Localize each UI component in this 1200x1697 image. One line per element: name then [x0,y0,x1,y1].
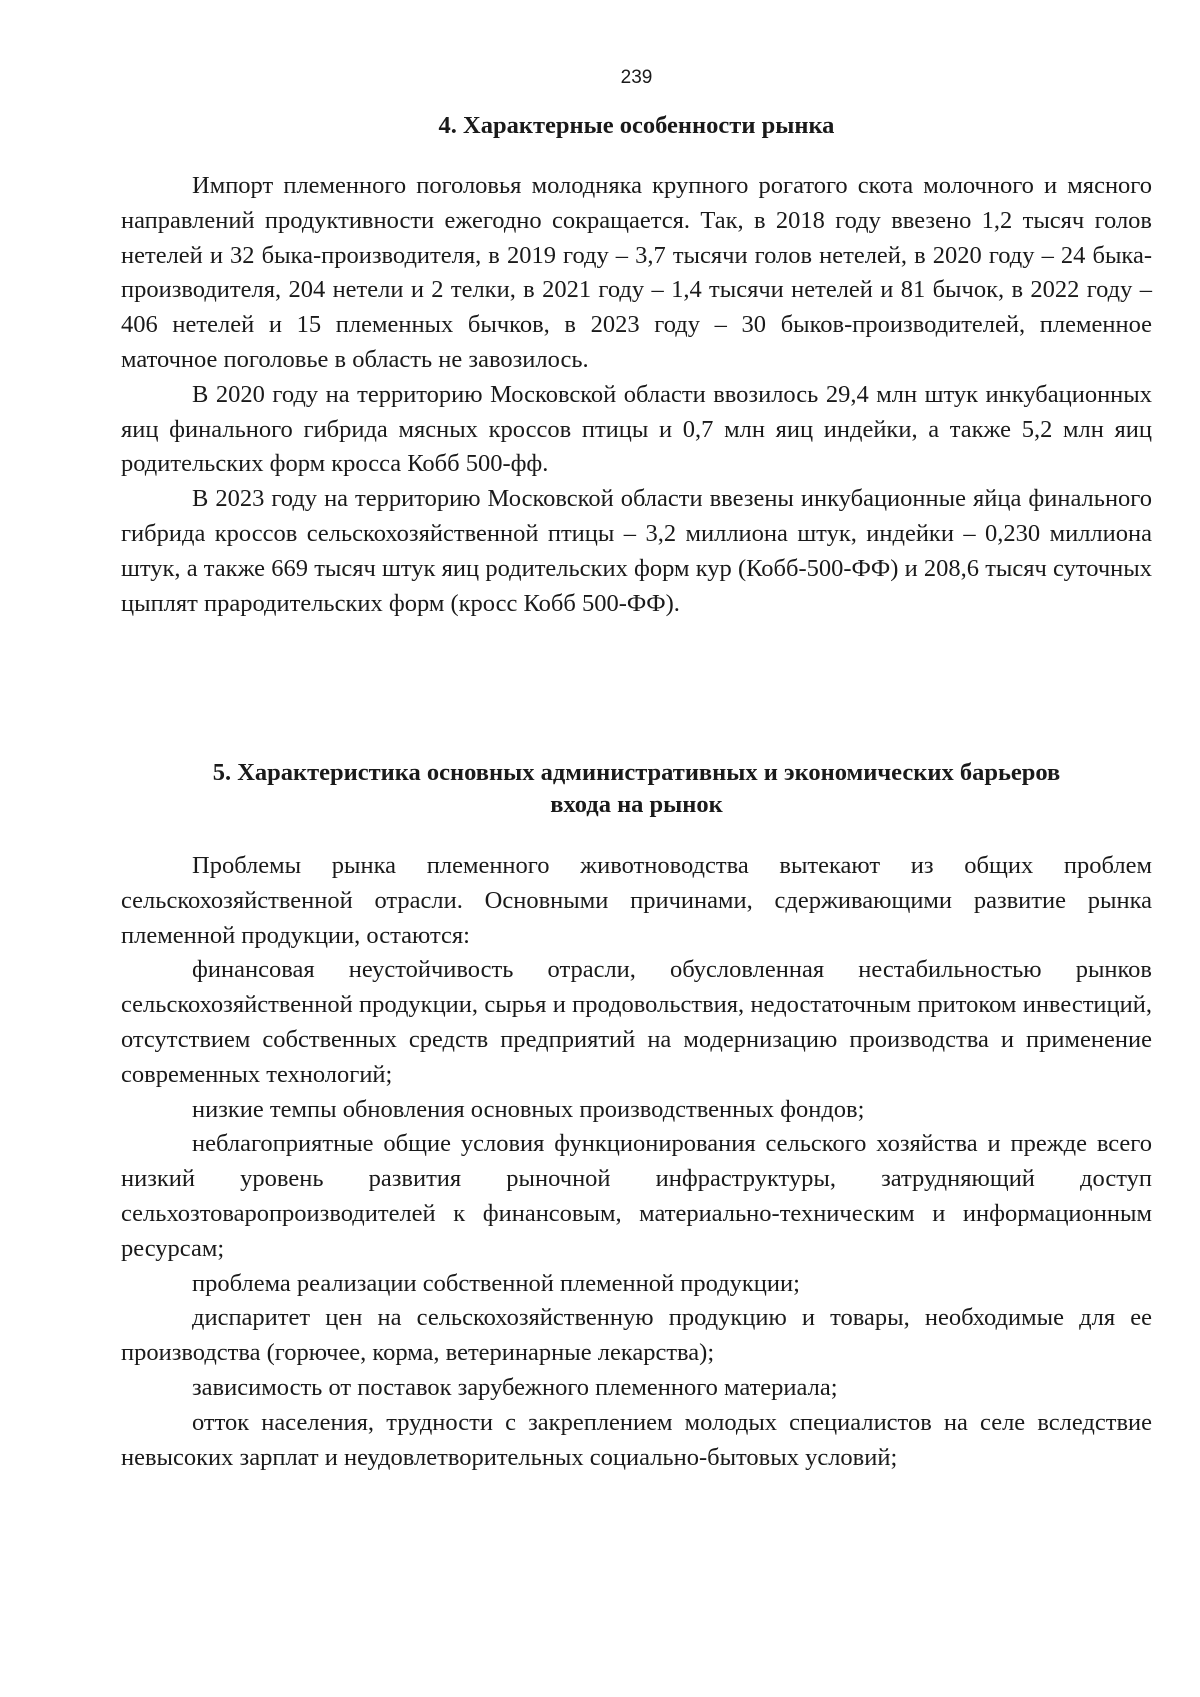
section-4-paragraph: В 2023 году на территорию Московской области ввезены инкубационные яйца финального гибрида кроссов сельскохозяйственной птицы – 3,2 миллиона штук, индейки – 0,230 миллиона штук, а также 669 тысяч штук яиц родительских форм кур (Кобб-500-ФФ) и 208,6 тысяч суточных цыплят прародительских форм (кросс Кобб 500-ФФ). [121,485,1152,617]
section-5-list-item: проблема реализации собственной племенной продукции; [192,1269,800,1297]
section-4-heading: 4. Характерные особенности рынка [438,112,835,139]
section-5-paragraph: Проблемы рынка племенного животноводства вытекают из общих проблем сельскохозяйственной отрасли. Основными причинами, сдерживающими развитие рынка племенной продукции, остаются: [121,852,1152,949]
section-5-list-item: отток населения, трудности с закреплением молодых специалистов на селе вследствие невысоких зарплат и неудовлетворительных социально-бытовых условий; [121,1408,1152,1471]
section-4-paragraph: Импорт племенного поголовья молодняка крупного рогатого скота молочного и мясного направлений продуктивности ежегодно сокращается. Так, в 2018 году ввезено 1,2 тысяч голов нетелей и 32 быка-производителя, в 2019 году – 3,7 тысячи голов нетелей, в 2020 году – 24 быка-производителя, 204 нетели и 2 телки, в 2021 году – 1,4 тысячи нетелей и 81 бычок, в 2022 году – 406 нетелей и 15 племенных бычков, в 2023 году – 30 быков-производителей, племенное маточное поголовье в область не завозилось. [121,172,1152,373]
section-5-heading-line-1: 5. Характеристика основных административных и экономических барьеров [212,759,1061,786]
section-5-heading-line-2: входа на рынок [550,791,723,818]
page-number: 239 [620,67,653,88]
section-5-list-item: зависимость от поставок зарубежного племенного материала; [192,1373,838,1401]
section-4-paragraph: В 2020 году на территорию Московской области ввозилось 29,4 млн штук инкубационных яиц финального гибрида мясных кроссов птицы и 0,7 млн яиц индейки, а также 5,2 млн яиц родительских форм кросса Кобб 500-фф. [121,380,1152,478]
section-5-heading [121,757,1152,821]
section-5-list-item: неблагоприятные общие условия функционирования сельского хозяйства и прежде всего низкий уровень развития рыночной инфраструктуры, затрудняющий доступ сельхозтоваропроизводителей к финансовым, материально-техническим и информационным ресурсам; [121,1130,1152,1262]
section-4-body [121,169,1152,621]
section-5-list-item: диспаритет цен на сельскохозяйственную продукцию и товары, необходимые для ее производства (горючее, корма, ветеринарные лекарства); [121,1304,1152,1367]
section-5-body [121,849,1152,1475]
section-5-list-item: финансовая неустойчивость отрасли, обусловленная нестабильностью рынков сельскохозяйственной продукции, сырья и продовольствия, недостаточным притоком инвестиций, отсутствием собственных средств предприятий на модернизацию производства и применение современных технологий; [121,956,1152,1088]
section-5-list-item: низкие темпы обновления основных производственных фондов; [192,1095,865,1123]
